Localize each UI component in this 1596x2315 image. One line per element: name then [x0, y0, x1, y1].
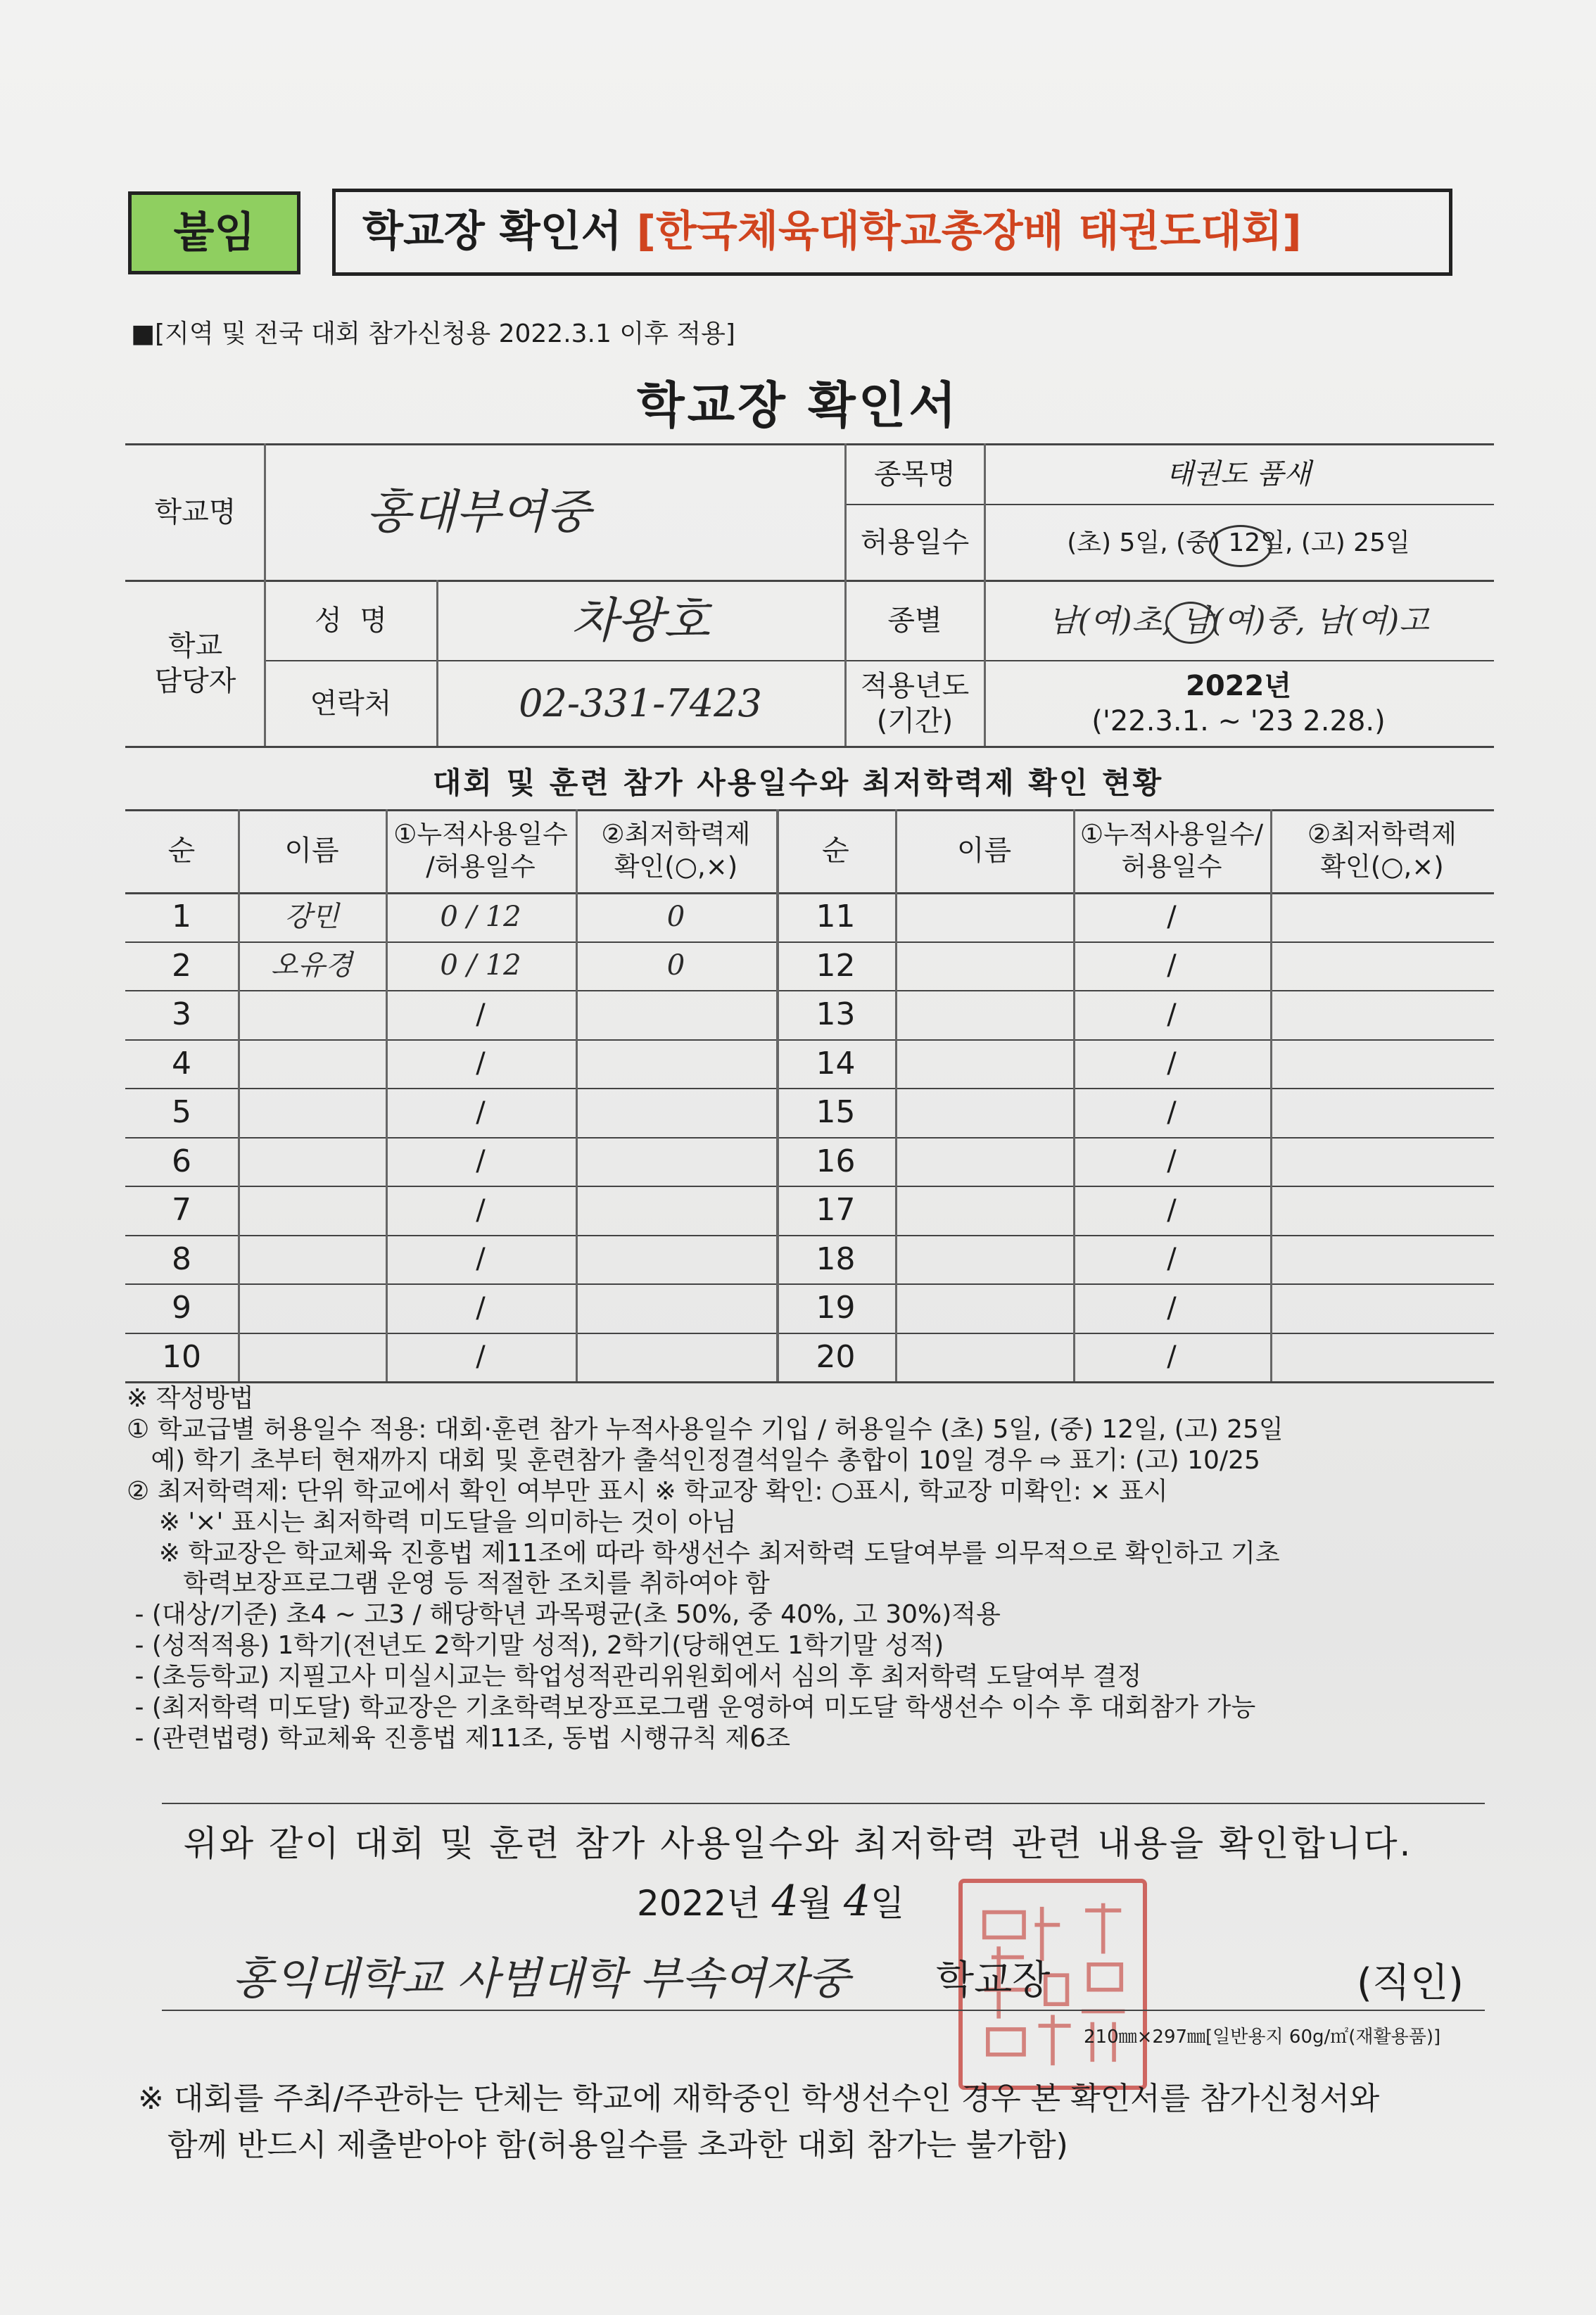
header-days: [386, 809, 576, 892]
note-line: ※ 학교장은 학교체육 진흥법 제11조에 따라 학생선수 최저학력 도달여부를 의무적으로 확인하고 기초: [127, 1538, 1280, 1568]
row-check: 0: [666, 949, 685, 982]
submission-notice: [138, 2076, 1475, 2169]
header-days-r1: ①누적사용일수/: [1079, 818, 1264, 849]
note-line: ① 학교급별 허용일수 적용: 대회·훈련 참가 누적사용일수 기입 / 허용일수 (초) 5일, (중) 12일, (고) 25일: [127, 1414, 1284, 1444]
header-no: 순: [822, 835, 849, 867]
row-days: /: [1167, 1340, 1177, 1374]
row-name: [238, 1333, 386, 1382]
row-number: 2: [172, 947, 191, 984]
row-number: 4: [172, 1045, 191, 1082]
note-line: - (초등학교) 지필고사 미실시교는 학업성적관리위원회에서 심의 후 최저학력 도달여부 결정: [127, 1662, 1142, 1692]
row-days: 0 / 12: [440, 949, 521, 982]
row-number: 6: [172, 1143, 191, 1179]
header-check-l2: 확인(○,×): [1320, 851, 1444, 882]
row-number: 9: [172, 1290, 191, 1326]
document-header-title: [332, 189, 1452, 276]
date-month-value: 4: [771, 1877, 799, 1926]
header-days-r2: 허용일수: [1121, 851, 1222, 882]
row-number: 13: [816, 996, 856, 1033]
date-year: 2022년: [637, 1883, 761, 1924]
row-days: /: [1167, 1243, 1177, 1276]
contact-value: 02-331-7423: [519, 681, 762, 726]
row-days: /: [476, 1291, 486, 1324]
row-name: [895, 990, 1073, 1039]
gender-value: 남(여)초, 남(여)중, 남(여)고: [1048, 602, 1429, 639]
row-name: [895, 1039, 1073, 1089]
note-line: - (대상/기준) 초4 ~ 고3 / 해당학년 과목평균(초 50%, 중 40%, 고 30%)적용: [127, 1600, 1001, 1630]
title-event-name: [한국체육대학교총장배 태권도대회]: [636, 207, 1302, 256]
row-days: /: [1167, 1047, 1177, 1080]
row-check: [576, 1235, 776, 1284]
year-label: [846, 661, 984, 746]
row-name: [238, 990, 386, 1039]
row-check: [576, 1283, 776, 1333]
event-value: 태권도 품새: [1166, 458, 1311, 490]
main-title: 학교장 확인서: [636, 376, 960, 434]
row-name: [895, 941, 1073, 991]
date-day-unit: 일: [870, 1883, 905, 1924]
row-name: [895, 1186, 1073, 1235]
allowed-days-label: 허용일수: [860, 526, 970, 559]
row-days: /: [1167, 949, 1177, 982]
header-check: [1270, 809, 1494, 892]
header-no: 순: [167, 835, 196, 867]
year-value-line1: 2022년: [1186, 670, 1291, 702]
section-title: 대회 및 훈련 참가 사용일수와 최저학력제 확인 현황: [432, 766, 1164, 800]
row-name: [895, 1235, 1073, 1284]
row-name: [238, 1186, 386, 1235]
row-check: [1270, 892, 1494, 941]
header-check-l1: ②최저학력제: [601, 818, 751, 849]
row-name: 오유경: [271, 949, 353, 982]
row-name: [238, 1039, 386, 1089]
signature-date: [637, 1875, 904, 1926]
note-line: 학력보장프로그램 운영 등 적절한 조치를 취하여야 함: [127, 1569, 770, 1599]
seal-label: (직인): [1357, 1960, 1464, 2006]
row-name: [238, 1283, 386, 1333]
row-name: [895, 1137, 1073, 1186]
row-check: [1270, 990, 1494, 1039]
row-number: 11: [816, 899, 856, 935]
manager-label: [127, 581, 264, 746]
row-number: 20: [816, 1338, 856, 1375]
row-check: [576, 1333, 776, 1382]
row-name: [895, 1088, 1073, 1137]
note-line: ※ 작성방법: [127, 1384, 254, 1413]
paper-spec: 210㎜×297㎜[일반용지 60g/㎡(재활용품)]: [1084, 2027, 1441, 2048]
row-name: 강민: [284, 900, 339, 933]
row-check: [1270, 1235, 1494, 1284]
header-days-l1: ①누적사용일수: [393, 818, 568, 849]
event-label: 종목명: [874, 458, 956, 490]
rule: [125, 746, 1494, 748]
row-name: [238, 1235, 386, 1284]
row-days: /: [476, 1047, 486, 1080]
row-check: [576, 1186, 776, 1235]
row-number: 3: [172, 996, 191, 1033]
row-check: [576, 1137, 776, 1186]
row-name: [238, 1088, 386, 1137]
row-name: [895, 1283, 1073, 1333]
row-check: [1270, 1333, 1494, 1382]
header-name: 이름: [284, 835, 339, 867]
row-days: /: [1167, 1193, 1177, 1226]
manager-label-line2: 담당자: [154, 665, 236, 697]
row-check: [1270, 1137, 1494, 1186]
row-name: [895, 1333, 1073, 1382]
row-days: /: [476, 1145, 486, 1178]
row-check: [576, 1088, 776, 1137]
header-check: [576, 809, 776, 892]
row-check: [1270, 1088, 1494, 1137]
row-check: [576, 990, 776, 1039]
year-label-line1: 적용년도: [860, 670, 970, 702]
row-number: 1: [172, 899, 191, 935]
note-line: 예) 학기 초부터 현재까지 대회 및 훈련참가 출석인정결석일수 총합이 10일 경우 ⇨ 표기: (고) 10/25: [127, 1445, 1260, 1475]
allowed-days-value: (초) 5일, (중) 12일, (고) 25일: [1067, 528, 1410, 557]
row-days: /: [1167, 1145, 1177, 1178]
circled-mark: [1165, 602, 1216, 644]
row-number: 17: [816, 1192, 856, 1229]
header-days-l2: /허용일수: [426, 851, 536, 882]
row-check: [1270, 1283, 1494, 1333]
row-number: 7: [172, 1192, 191, 1229]
name-value: 차왕호: [571, 592, 710, 649]
year-value-line2: ('22.3.1. ~ '23 2.28.): [1091, 705, 1386, 737]
row-days: /: [1167, 998, 1177, 1031]
note-line: - (관련법령) 학교체육 진흥법 제11조, 동법 시행규칙 제6조: [127, 1723, 791, 1753]
title-black: 학교장 확인서: [362, 207, 637, 256]
note-line: - (최저학력 미도달) 학교장은 기초학력보장프로그램 운영하여 미도달 학생선수 이수 후 대회참가 가능: [127, 1693, 1256, 1723]
contact-label: 연락처: [310, 687, 392, 720]
row-number: 18: [816, 1241, 856, 1277]
row-days: /: [1167, 900, 1177, 933]
header-days: [1073, 809, 1270, 892]
confirmation-text: 위와 같이 대회 및 훈련 참가 사용일수와 최저학력 관련 내용을 확인합니다.: [183, 1823, 1413, 1864]
row-number: 5: [172, 1094, 191, 1131]
row-number: 12: [816, 947, 856, 984]
rule: [162, 2010, 1485, 2011]
row-days: /: [476, 1340, 486, 1374]
school-value: 홍대부여중: [366, 484, 591, 539]
row-check: 0: [666, 900, 685, 933]
year-label-line2: (기간): [876, 705, 954, 737]
note-line: - (성적적용) 1학기(전년도 2학기말 성적), 2학기(당해연도 1학기말 성적): [127, 1631, 944, 1661]
row-name: [895, 892, 1073, 941]
note-line: ② 최저학력제: 단위 학교에서 확인 여부만 표시 ※ 학교장 확인: ○표시, 학교장 미확인: × 표시: [127, 1476, 1168, 1506]
row-check: [576, 1039, 776, 1089]
row-check: [1270, 1039, 1494, 1089]
row-number: 16: [816, 1143, 856, 1179]
writing-notes: [127, 1383, 1506, 1754]
row-number: 15: [816, 1094, 856, 1131]
row-check: [1270, 1186, 1494, 1235]
row-days: /: [476, 1193, 486, 1226]
year-value: [985, 661, 1492, 746]
row-days: 0 / 12: [440, 900, 521, 933]
manager-label-line1: 학교: [167, 630, 223, 662]
principal-label: 학교장: [936, 1958, 1051, 2003]
name-label: 성 명: [315, 604, 387, 637]
row-number: 19: [816, 1290, 856, 1326]
school-label: 학교명: [154, 496, 236, 528]
scope-line: ■[지역 및 전국 대회 참가신청용 2022.3.1 이후 적용]: [131, 319, 735, 348]
row-number: 8: [172, 1241, 191, 1277]
footer-line: 함께 반드시 제출받아야 함(허용일수를 초과한 대회 참가는 불가함): [138, 2127, 1068, 2163]
footer-line: ※ 대회를 주최/주관하는 단체는 학교에 재학중인 학생선수인 경우 본 확인서를 참가신청서와: [138, 2081, 1380, 2117]
school-full-name: 홍익대학교 사범대학 부속여자중: [232, 1953, 850, 2004]
rule: [162, 1803, 1485, 1804]
row-number: 10: [162, 1338, 201, 1375]
header-check-l1: ②최저학력제: [1307, 818, 1457, 849]
row-days: /: [476, 998, 486, 1031]
header-check-l2: 확인(○,×): [614, 851, 738, 882]
row-days: /: [476, 1096, 486, 1129]
date-month-unit: 월: [798, 1883, 832, 1924]
gender-label: 종별: [887, 604, 942, 637]
row-check: [1270, 941, 1494, 991]
row-days: /: [1167, 1096, 1177, 1129]
row-name: [238, 1137, 386, 1186]
row-days: /: [476, 1243, 486, 1276]
attachment-tag: 붙임: [128, 191, 300, 274]
circled-mark: [1209, 525, 1272, 567]
date-day-value: 4: [843, 1877, 871, 1926]
header-name: 이름: [956, 835, 1012, 867]
row-number: 14: [816, 1045, 856, 1082]
rule: [436, 580, 438, 746]
note-line: ※ '×' 표시는 최저학력 미도달을 의미하는 것이 아님: [127, 1507, 737, 1537]
row-days: /: [1167, 1291, 1177, 1324]
